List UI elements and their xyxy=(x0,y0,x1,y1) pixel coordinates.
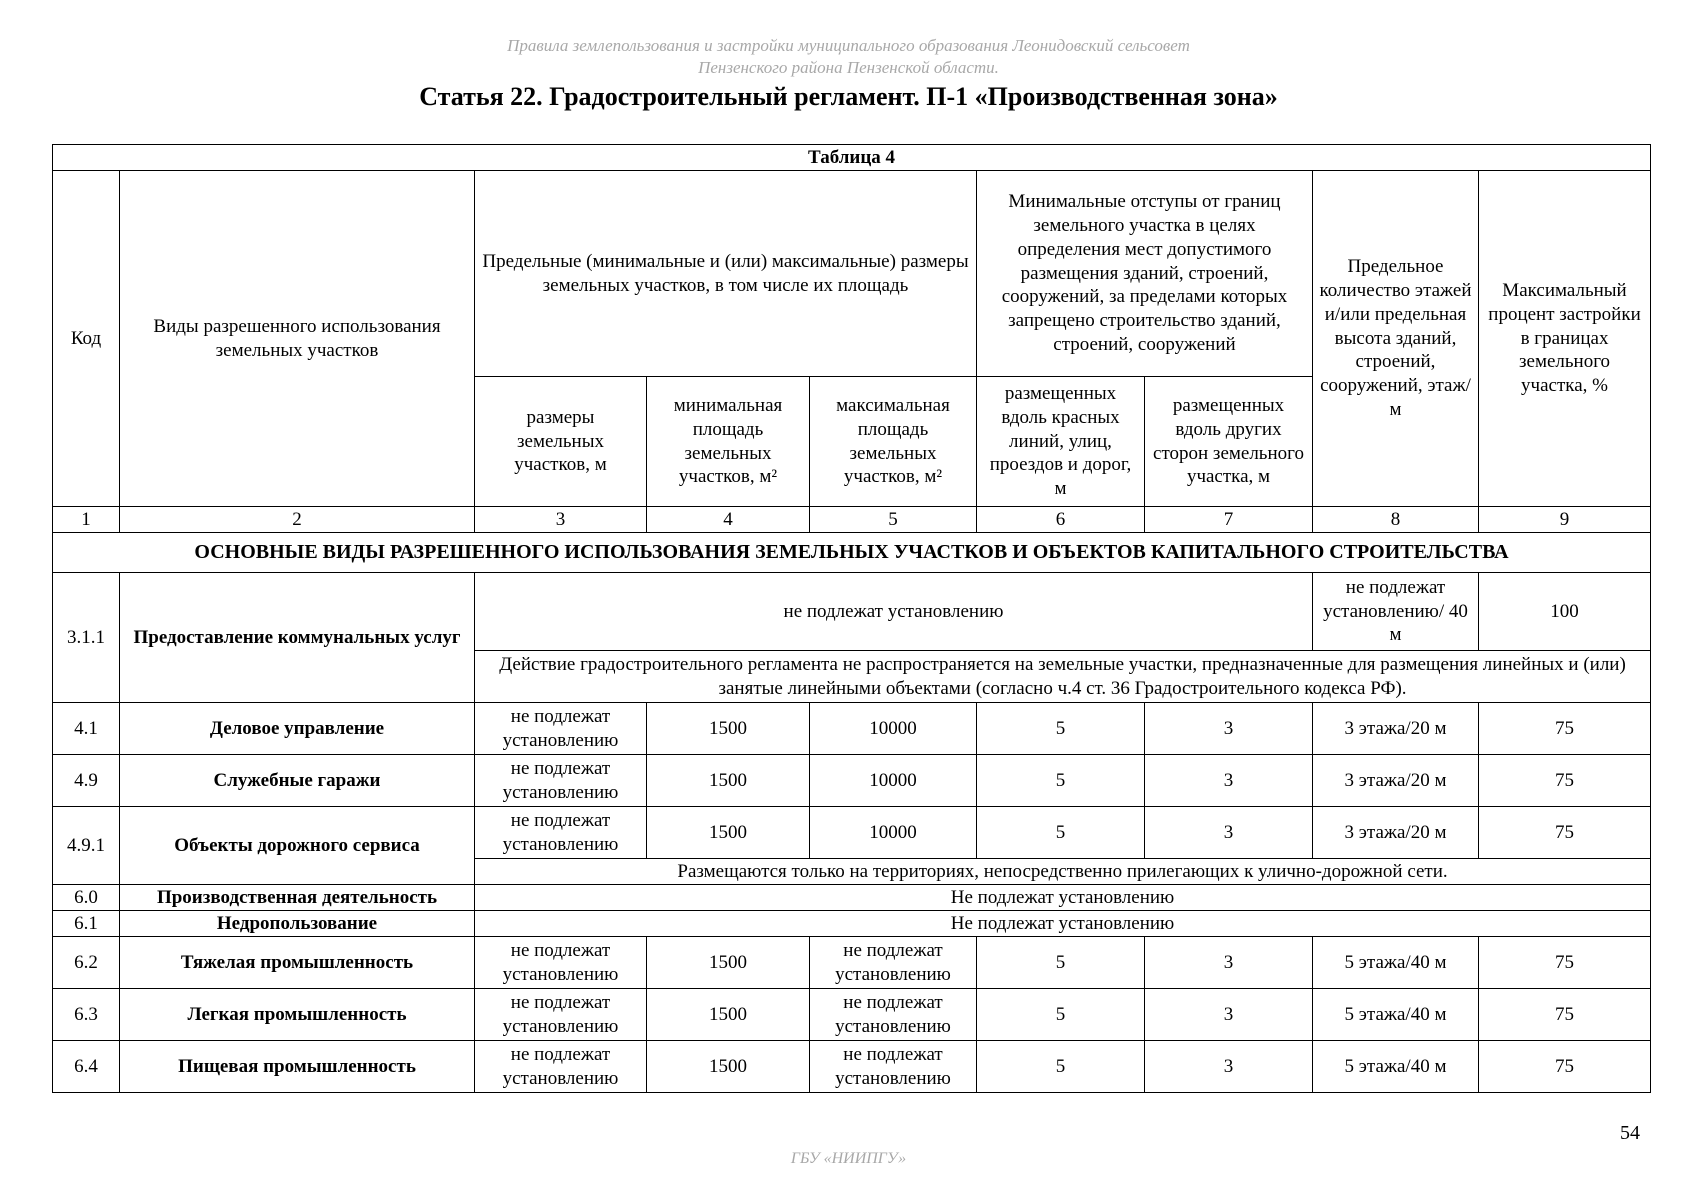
row-coverage: 75 xyxy=(1479,1041,1651,1093)
page-number: 54 xyxy=(1620,1122,1640,1144)
table-row xyxy=(53,937,1651,989)
row-plot-size: не подлежат установлению xyxy=(475,937,647,989)
row-use-name: Предоставление коммунальных услуг xyxy=(120,573,475,703)
col-number: 3 xyxy=(475,507,647,533)
header-floors: Предельное количество этажей и/или предельная высота зданий, строений, сооружений, этаж/м xyxy=(1313,171,1479,507)
row-use-name: Тяжелая промышленность xyxy=(120,937,475,989)
table-row xyxy=(53,573,1651,651)
row-floors: 3 этажа/20 м xyxy=(1313,807,1479,859)
document-header-line-1: Правила землепользования и застройки муниципального образования Леонидовский сельсовет xyxy=(507,36,1190,55)
row-red-lines: 5 xyxy=(977,703,1145,755)
col-number: 7 xyxy=(1145,507,1313,533)
table-row xyxy=(53,885,1651,911)
row-min-area: 1500 xyxy=(647,1041,810,1093)
col-number: 8 xyxy=(1313,507,1479,533)
row-red-lines: 5 xyxy=(977,807,1145,859)
table-row xyxy=(53,1041,1651,1093)
row-red-lines: 5 xyxy=(977,937,1145,989)
col-number: 9 xyxy=(1479,507,1651,533)
row-use-name: Производственная деятельность xyxy=(120,885,475,911)
row-coverage: 75 xyxy=(1479,703,1651,755)
row-min-area: 1500 xyxy=(647,937,810,989)
row-min-area: 1500 xyxy=(647,703,810,755)
document-header-line-2: Пензенского района Пензенской области. xyxy=(698,58,999,77)
row-limits-merged: не подлежат установлению xyxy=(475,573,1313,651)
row-coverage: 75 xyxy=(1479,989,1651,1041)
row-use-name: Служебные гаражи xyxy=(120,755,475,807)
row-min-area: 1500 xyxy=(647,989,810,1041)
regulation-table xyxy=(52,144,1651,1093)
col-number: 1 xyxy=(53,507,120,533)
row-use-name: Недропользование xyxy=(120,911,475,937)
row-other-sides: 3 xyxy=(1145,937,1313,989)
row-red-lines: 5 xyxy=(977,989,1145,1041)
header-max-area: максимальная площадь земельных участков, м² xyxy=(810,377,977,507)
table-row xyxy=(53,755,1651,807)
col-number: 2 xyxy=(120,507,475,533)
row-code: 6.1 xyxy=(53,911,120,937)
table-row xyxy=(53,989,1651,1041)
document-footer: ГБУ «НИИПГУ» xyxy=(790,1150,907,1167)
row-code: 3.1.1 xyxy=(53,573,120,703)
row-coverage: 75 xyxy=(1479,807,1651,859)
row-floors: не подлежат установлению/ 40 м xyxy=(1313,573,1479,651)
row-max-area: не подлежат установлению xyxy=(810,1041,977,1093)
col-number: 4 xyxy=(647,507,810,533)
row-code: 6.4 xyxy=(53,1041,120,1093)
row-use-name: Объекты дорожного сервиса xyxy=(120,807,475,885)
row-min-area: 1500 xyxy=(647,807,810,859)
row-coverage: 75 xyxy=(1479,755,1651,807)
row-code: 4.9.1 xyxy=(53,807,120,885)
row-coverage: 75 xyxy=(1479,937,1651,989)
row-other-sides: 3 xyxy=(1145,989,1313,1041)
section-row xyxy=(53,533,1651,573)
row-code: 6.3 xyxy=(53,989,120,1041)
row-use-name: Пищевая промышленность xyxy=(120,1041,475,1093)
row-other-sides: 3 xyxy=(1145,1041,1313,1093)
row-floors: 3 этажа/20 м xyxy=(1313,703,1479,755)
row-plot-size: не подлежат установлению xyxy=(475,703,647,755)
row-merged-value: Не подлежат установлению xyxy=(475,885,1651,911)
row-note: Размещаются только на территориях, непосредственно прилегающих к улично-дорожной сети. xyxy=(475,859,1651,885)
row-plot-size: не подлежат установлению xyxy=(475,807,647,859)
row-red-lines: 5 xyxy=(977,755,1145,807)
row-other-sides: 3 xyxy=(1145,807,1313,859)
row-plot-size: не подлежат установлению xyxy=(475,755,647,807)
table-number-row xyxy=(53,145,1651,171)
row-plot-size: не подлежат установлению xyxy=(475,1041,647,1093)
col-number: 5 xyxy=(810,507,977,533)
row-max-area: 10000 xyxy=(810,755,977,807)
row-code: 6.2 xyxy=(53,937,120,989)
row-plot-size: не подлежат установлению xyxy=(475,989,647,1041)
header-use-types: Виды разрешенного использования земельных участков xyxy=(120,171,475,507)
header-plot-limits: Предельные (минимальные и (или) максимальные) размеры земельных участков, в том числе их площадь xyxy=(475,171,977,377)
header-min-area: минимальная площадь земельных участков, м² xyxy=(647,377,810,507)
table-row xyxy=(53,807,1651,859)
row-other-sides: 3 xyxy=(1145,755,1313,807)
row-floors: 5 этажа/40 м xyxy=(1313,1041,1479,1093)
row-max-area: 10000 xyxy=(810,807,977,859)
header-code: Код xyxy=(53,171,120,507)
row-other-sides: 3 xyxy=(1145,703,1313,755)
row-code: 6.0 xyxy=(53,885,120,911)
header-plot-size: размеры земельных участков, м xyxy=(475,377,647,507)
table-row xyxy=(53,703,1651,755)
col-number: 6 xyxy=(977,507,1145,533)
row-note: Действие градостроительного регламента не распространяется на земельные участки, предназначенные для размещения линейных и (или) занятые линейными объектами (согласно ч.4 ст. 36 Градостроительного кодекса РФ). xyxy=(475,651,1651,703)
article-title: Статья 22. Градостроительный регламент. П-1 «Производственная зона» xyxy=(419,82,1278,111)
row-floors: 3 этажа/20 м xyxy=(1313,755,1479,807)
header-setbacks: Минимальные отступы от границ земельного участка в целях определения мест допустимого размещения зданий, строений, сооружений, за пределами которых запрещено строительство зданий, строений, сооружений xyxy=(977,171,1313,377)
row-max-area: 10000 xyxy=(810,703,977,755)
row-code: 4.9 xyxy=(53,755,120,807)
row-merged-value: Не подлежат установлению xyxy=(475,911,1651,937)
header-coverage: Максимальный процент застройки в границах земельного участка, % xyxy=(1479,171,1651,507)
row-code: 4.1 xyxy=(53,703,120,755)
row-floors: 5 этажа/40 м xyxy=(1313,937,1479,989)
row-use-name: Легкая промышленность xyxy=(120,989,475,1041)
row-red-lines: 5 xyxy=(977,1041,1145,1093)
table-number: Таблица 4 xyxy=(53,145,1651,171)
row-max-area: не подлежат установлению xyxy=(810,937,977,989)
table-row xyxy=(53,911,1651,937)
row-min-area: 1500 xyxy=(647,755,810,807)
column-number-row xyxy=(53,507,1651,533)
section-title: ОСНОВНЫЕ ВИДЫ РАЗРЕШЕННОГО ИСПОЛЬЗОВАНИЯ ЗЕМЕЛЬНЫХ УЧАСТКОВ И ОБЪЕКТОВ КАПИТАЛЬНОГО СТРОИТЕЛЬСТВА xyxy=(53,533,1651,573)
header-other-sides: размещенных вдоль других сторон земельного участка, м xyxy=(1145,377,1313,507)
row-floors: 5 этажа/40 м xyxy=(1313,989,1479,1041)
header-row-1 xyxy=(53,171,1651,377)
header-red-lines: размещенных вдоль красных линий, улиц, проездов и дорог, м xyxy=(977,377,1145,507)
row-max-area: не подлежат установлению xyxy=(810,989,977,1041)
row-coverage: 100 xyxy=(1479,573,1651,651)
row-use-name: Деловое управление xyxy=(120,703,475,755)
